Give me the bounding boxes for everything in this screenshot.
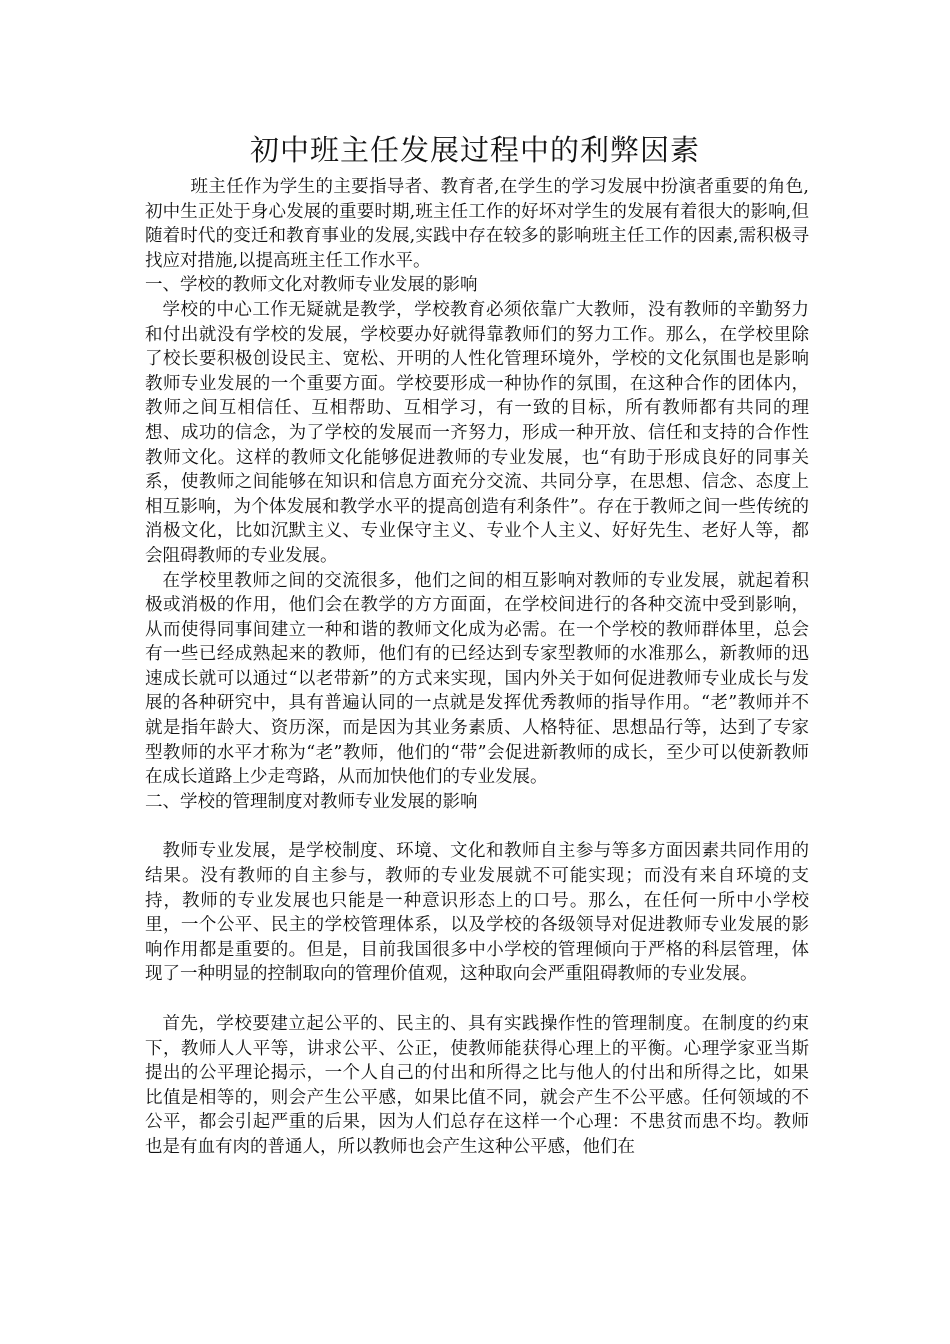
section-heading-2: 二、学校的管理制度对教师专业发展的影响 [145,791,478,812]
blank-line [145,814,809,839]
section-heading-1: 一、学校的教师文化对教师专业发展的影响 [145,275,478,296]
document-body [145,175,809,1160]
body-paragraph-4: 首先，学校要建立起公平的、民主的、具有实践操作性的管理制度。在制度的约束下，教师人人平等，讲求公平、公正，使教师能获得心理上的平衡。心理学家亚当斯提出的公平理论揭示，一个人自己的付出和所得之比与他人的付出和所得之比，如果比值是相等的，则会产生公平感，如果比值不同，就会产生不公平感。任何领域的不公平，都会引起严重的后果，因为人们总存在这样一个心理：不患贫而患不均。教师也是有血有肉的普通人，所以教师也会产生这种公平感，他们在 [145,1014,809,1157]
document-title: 初中班主任发展过程中的利弊因素 [249,133,700,167]
body-paragraph-3: 教师专业发展，是学校制度、环境、文化和教师自主参与等多方面因素共同作用的结果。没有教师的自主参与，教师的专业发展就不可能实现；而没有来自环境的支持，教师的专业发展也只能是一种意识形态上的口号。那么，在任何一所中小学校里，一个公平、民主的学校管理体系，以及学校的各级领导对促进教师专业发展的影响作用都是重要的。但是，目前我国很多中小学校的管理倾向于严格的科层管理，体现了一种明显的控制取向的管理价值观，这种取向会严重阻碍教师的专业发展。 [145,841,809,985]
blank-line [145,987,809,1012]
body-paragraph-2: 在学校里教师之间的交流很多，他们之间的相互影响对教师的专业发展，就起着积极或消极的作用，他们会在教学的方方面面，在学校间进行的各种交流中受到影响，从而使得同事间建立一种和谐的教师文化成为必需。在一个学校的教师群体里，总会有一些已经成熟起来的教师，他们有的已经达到专家型教师的水准那么，新教师的迅速成长就可以通过“以老带新”的方式来实现，国内外关于如何促进教师专业成长与发展的各种研究中，具有普遍认同的一点就是发挥优秀教师的指导作用。“老”教师并不就是指年龄大、资历深，而是因为其业务素质、人格特征、思想品行等，达到了专家型教师的水平才称为“老”教师，他们的“带”会促进新教师的成长，至少可以使新教师在成长道路上少走弯路，从而加快他们的专业发展。 [145,570,809,788]
body-paragraph-1: 学校的中心工作无疑就是教学，学校教育必须依靠广大教师，没有教师的辛勤努力和付出就没有学校的发展，学校要办好就得靠教师们的努力工作。那么，在学校里除了校长要积极创设民主、宽松、开明的人性化管理环境外，学校的文化氛围也是影响教师专业发展的一个重要方面。学校要形成一种协作的氛围，在这种合作的团体内，教师之间互相信任、互相帮助、互相学习，有一致的目标，所有教师都有共同的理想、成功的信念，为了学校的发展而一齐努力，形成一种开放、信任和支持的合作性教师文化。这样的教师文化能够促进教师的专业发展，也“有助于形成良好的同事关系，使教师之间能够在知识和信息方面充分交流、共同分享，在思想、信念、态度上相互影响，为个体发展和教学水平的提高创造有利条件”。存在于教师之间一些传统的消极文化，比如沉默主义、专业保守主义、专业个人主义、好好先生、老好人等，都会阻碍教师的专业发展。 [145,299,809,566]
intro-paragraph: 班主任作为学生的主要指导者、教育者,在学生的学习发展中扮演者重要的角色,初中生正处于身心发展的重要时期,班主任工作的好坏对学生的发展有着很大的影响,但随着时代的变迁和教育事业的发展,实践中存在较多的影响班主任工作的因素,需积极寻找应对措施,以提高班主任工作水平。 [145,177,809,271]
